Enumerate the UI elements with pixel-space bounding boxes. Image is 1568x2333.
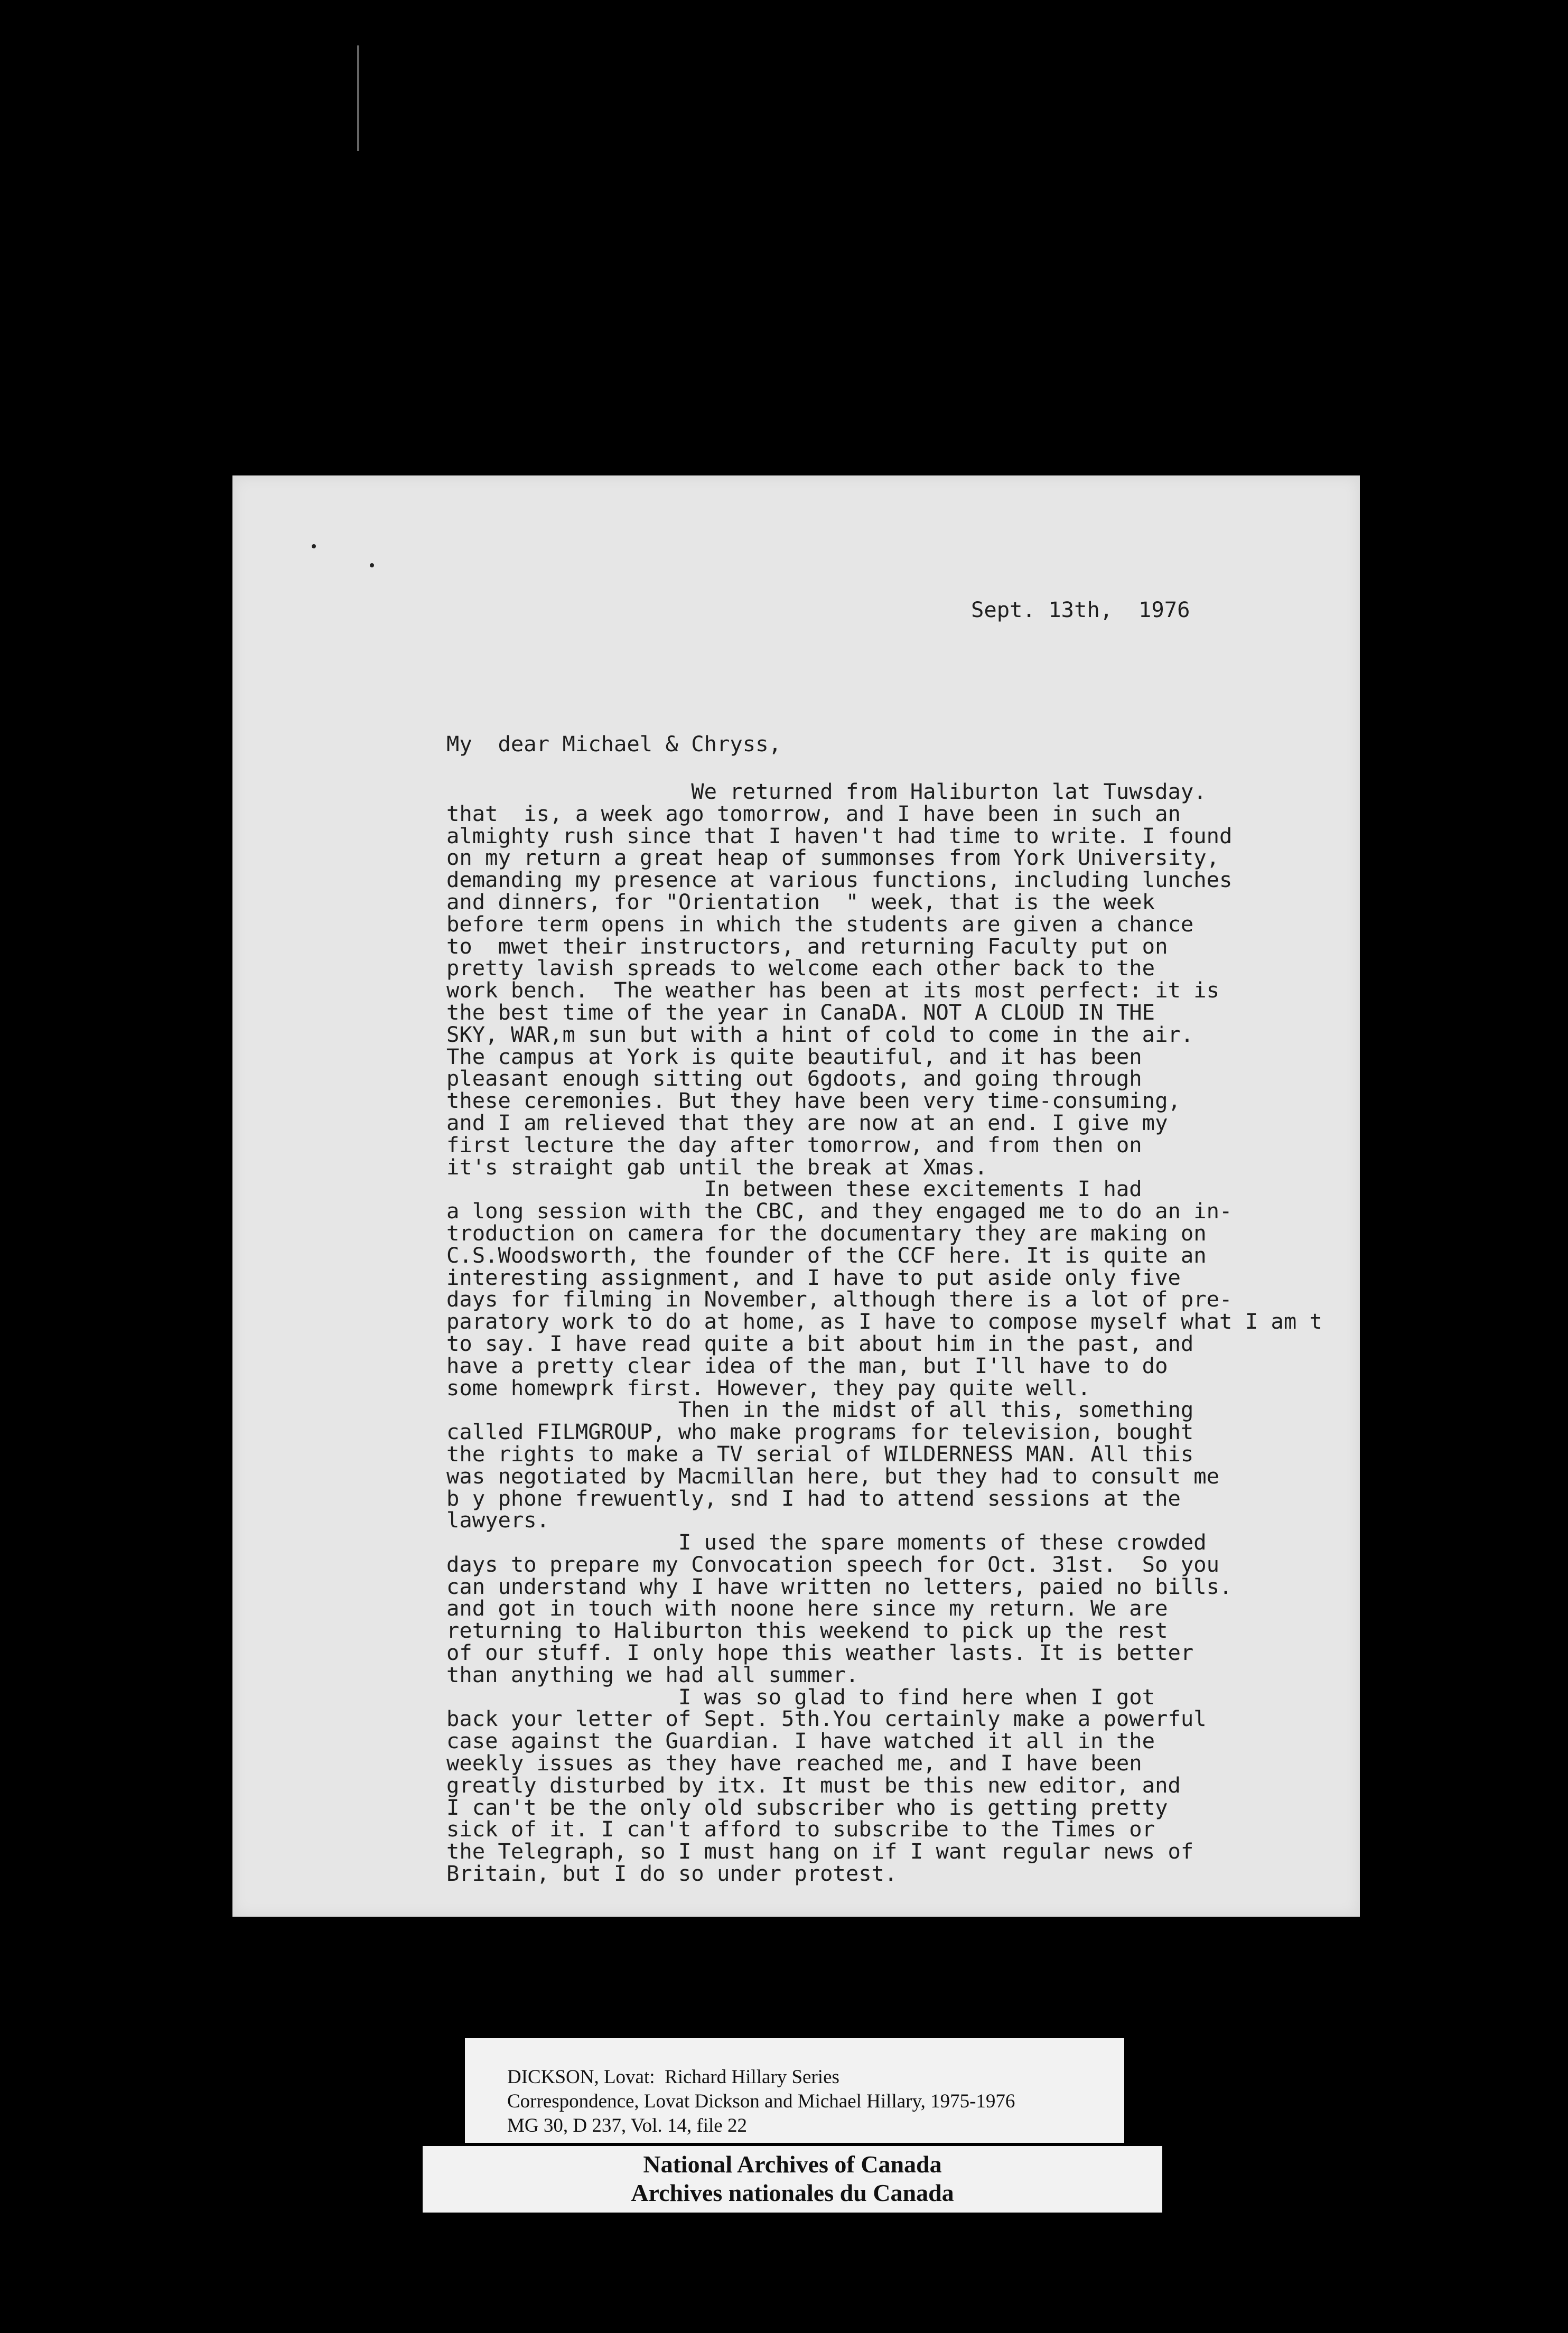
letter-line: these ceremonies. But they have been very time-consuming,	[446, 1088, 1181, 1114]
letter-line: almighty rush since that I haven't had time to write. I found	[446, 823, 1233, 848]
letter-line: a long session with the CBC, and they engaged me to do an in-	[446, 1198, 1233, 1224]
letter-line: Britain, but I do so under protest.	[446, 1861, 898, 1887]
archive-caption-card	[465, 2038, 1124, 2143]
letter-line: I can't be the only old subscriber who is getting pretty	[446, 1794, 1168, 1820]
letter-line: returning to Haliburton this weekend to pick up the rest	[446, 1618, 1168, 1644]
letter-line: The campus at York is quite beautiful, and it has been	[446, 1043, 1142, 1069]
letter-line: first lecture the day after tomorrow, and from then on	[446, 1132, 1142, 1158]
letter-line: before term opens in which the students are given a chance	[446, 911, 1194, 937]
letter-line: to mwet their instructors, and returning Faculty put on	[446, 933, 1168, 959]
letter-line: demanding my presence at various functions, including lunches	[446, 867, 1233, 893]
film-edge-mark	[357, 45, 359, 151]
letter-line: to say. I have read quite a bit about him in the past, and	[446, 1330, 1194, 1356]
letter-line: days for filming in November, although there is a lot of pre-	[446, 1286, 1233, 1312]
letter-line: have a pretty clear idea of the man, but I'll have to do	[446, 1352, 1168, 1378]
letter-line: that is, a week ago tomorrow, and I have been in such an	[446, 800, 1181, 826]
letter-line: interesting assignment, and I have to put aside only five	[446, 1264, 1181, 1290]
letter-body	[446, 781, 1322, 1885]
letter-line: paratory work to do at home, as I have to compose myself what I am t	[446, 1309, 1323, 1335]
paper-speck	[370, 563, 374, 567]
letter-line: In between these excitements I had	[446, 1176, 1142, 1202]
letter-line: the rights to make a TV serial of WILDERNESS MAN. All this	[446, 1441, 1194, 1467]
letter-line: back your letter of Sept. 5th.You certainly make a powerful	[446, 1706, 1207, 1732]
letter-line: Then in the midst of all this, something	[446, 1397, 1194, 1423]
letter-line: was negotiated by Macmillan here, but they had to consult me	[446, 1463, 1219, 1489]
letter-line: of our stuff. I only hope this weather lasts. It is better	[446, 1640, 1194, 1666]
archives-name-french: Archives nationales du Canada	[631, 2179, 954, 2206]
letter-line: work bench. The weather has been at its most perfect: it is	[446, 977, 1219, 1003]
letter-line: C.S.Woodsworth, the founder of the CCF here. It is quite an	[446, 1242, 1207, 1268]
letter-line: case against the Guardian. I have watched it all in the	[446, 1728, 1155, 1754]
caption-reference: MG 30, D 237, Vol. 14, file 22	[507, 2115, 747, 2136]
letter-line: We returned from Haliburton lat Tuwsday.	[446, 779, 1207, 804]
letter-line: than anything we had all summer.	[446, 1662, 859, 1687]
letter-line: can understand why I have written no letters, paied no bills.	[446, 1573, 1233, 1599]
letter-line: pleasant enough sitting out 6gdoots, and going through	[446, 1066, 1142, 1091]
letter-line: weekly issues as they have reached me, and I have been	[446, 1750, 1142, 1776]
letter-line: SKY, WAR,m sun but with a hint of cold to come in the air.	[446, 1021, 1194, 1047]
archives-label	[423, 2146, 1162, 2213]
letter-line: the best time of the year in CanaDA. NOT A CLOUD IN THE	[446, 999, 1155, 1025]
letter-line: pretty lavish spreads to welcome each other back to the	[446, 955, 1155, 981]
letter-line: called FILMGROUP, who make programs for television, bought	[446, 1419, 1194, 1445]
letter-line: I used the spare moments of these crowded	[446, 1529, 1207, 1555]
letter-line: greatly disturbed by itx. It must be this new editor, and	[446, 1772, 1181, 1798]
letter-line: b y phone frewuently, snd I had to attend sessions at the	[446, 1485, 1181, 1511]
letter-line: some homewprk first. However, they pay quite well.	[446, 1375, 1091, 1401]
letter-line: days to prepare my Convocation speech for Oct. 31st. So you	[446, 1551, 1219, 1577]
letter-line: lawyers.	[446, 1507, 550, 1533]
caption-series: DICKSON, Lovat: Richard Hillary Series	[507, 2066, 839, 2088]
letter-line: and got in touch with noone here since my return. We are	[446, 1595, 1168, 1621]
letter-line: and dinners, for "Orientation " week, that is the week	[446, 889, 1155, 914]
letter-line: troduction on camera for the documentary they are making on	[446, 1220, 1207, 1246]
caption-correspondence: Correspondence, Lovat Dickson and Michael Hillary, 1975-1976	[507, 2091, 1015, 2112]
letter-line: the Telegraph, so I must hang on if I want regular news of	[446, 1839, 1194, 1864]
letter-page	[232, 475, 1360, 1917]
letter-line: I was so glad to find here when I got	[446, 1684, 1155, 1710]
letter-salutation: My dear Michael & Chryss,	[446, 731, 781, 757]
letter-line: sick of it. I can't afford to subscribe to the Times or	[446, 1816, 1155, 1842]
letter-line: and I am relieved that they are now at an end. I give my	[446, 1109, 1168, 1135]
letter-date: Sept. 13th, 1976	[971, 597, 1190, 622]
letter-line: it's straight gab until the break at Xmas.	[446, 1154, 988, 1180]
letter-line: on my return a great heap of summonses from York University,	[446, 845, 1219, 871]
archives-name-english: National Archives of Canada	[643, 2151, 942, 2178]
paper-speck	[312, 544, 316, 548]
